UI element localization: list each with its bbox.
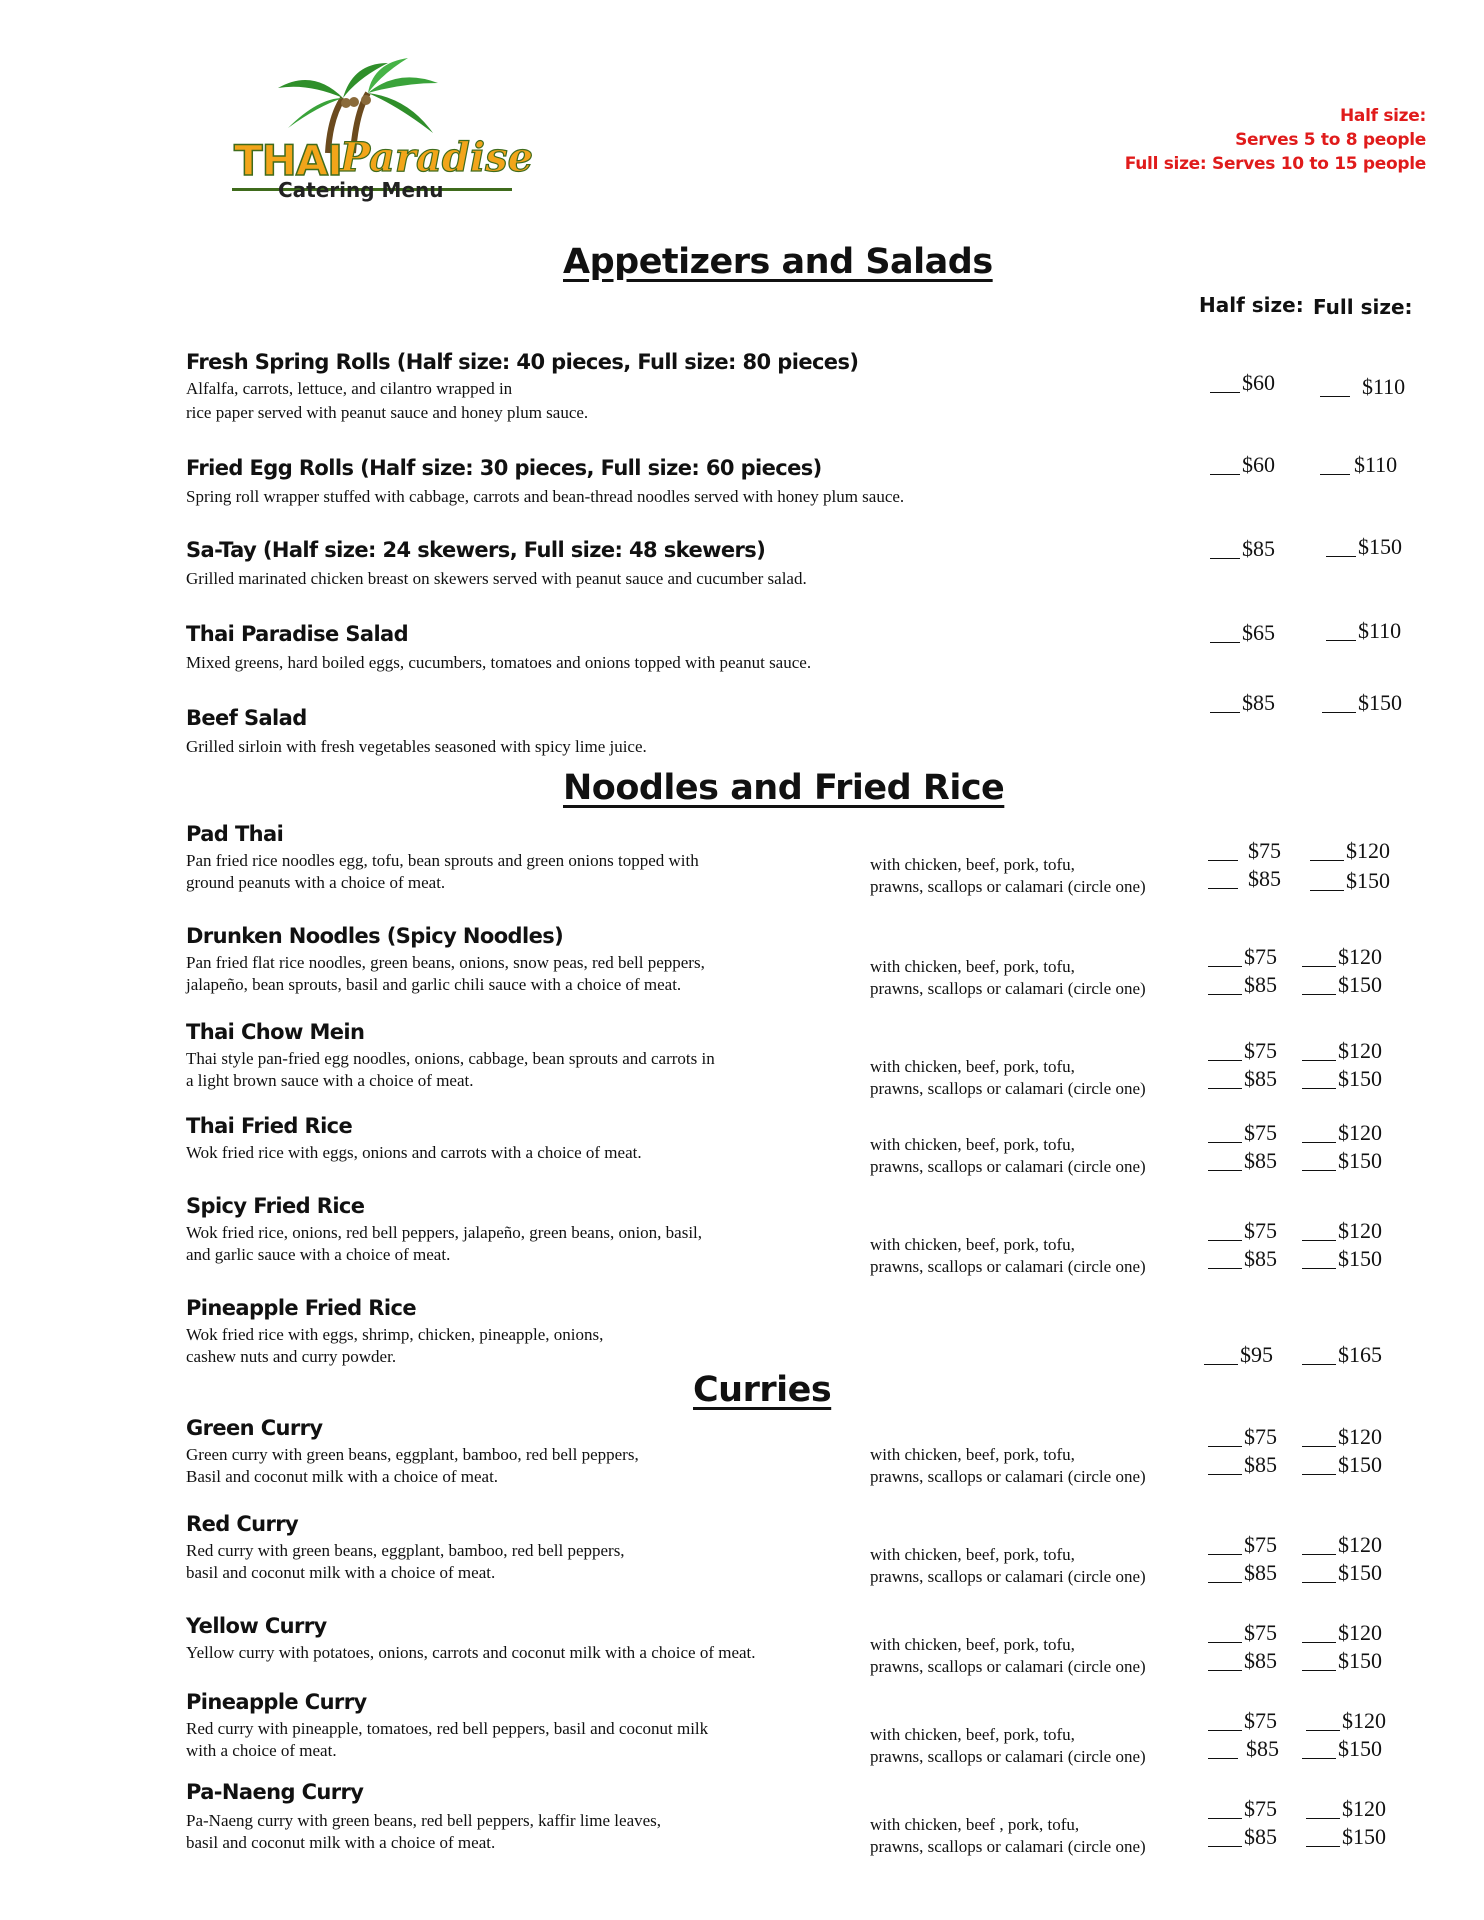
price-full: $120 xyxy=(1302,1120,1382,1146)
item-title: Pad Thai xyxy=(186,822,284,846)
item-description: Pa-Naeng curry with green beans, red bell peppers, kaffir lime leaves, xyxy=(186,1811,662,1830)
price-full: $150 xyxy=(1302,972,1382,998)
price-half: $85 xyxy=(1208,1560,1277,1586)
section-title-appetizers: Appetizers and Salads xyxy=(563,242,993,282)
item-description: Basil and coconut milk with a choice of meat. xyxy=(186,1467,499,1486)
price-half: $85 xyxy=(1208,1452,1277,1478)
price-half: $65 xyxy=(1210,620,1275,646)
meat-choice-text: with chicken, beef, pork, tofu, xyxy=(870,1057,1075,1076)
price-full: $120 xyxy=(1302,1532,1382,1558)
serving-line-2: Serves 5 to 8 people xyxy=(1235,130,1426,150)
price-half: $85 xyxy=(1208,1824,1277,1850)
logo-thai-text: THAI xyxy=(234,136,342,185)
meat-choice-text: with chicken, beef, pork, tofu, xyxy=(870,1135,1075,1154)
item-description: Grilled sirloin with fresh vegetables seasoned with spicy lime juice. xyxy=(186,737,647,756)
meat-choice-text: with chicken, beef, pork, tofu, xyxy=(870,1445,1075,1464)
price-full: $110 xyxy=(1320,452,1397,478)
column-head-full: Full size: xyxy=(1313,295,1413,319)
item-title: Drunken Noodles (Spicy Noodles) xyxy=(186,924,564,948)
price-half: $85 xyxy=(1210,536,1275,562)
meat-choice-text: prawns, scallops or calamari (circle one) xyxy=(870,1257,1146,1276)
price-full: $120 xyxy=(1302,944,1382,970)
price-half: $75 xyxy=(1208,1424,1277,1450)
logo-subtitle: Catering Menu xyxy=(278,178,444,202)
meat-choice-text: prawns, scallops or calamari (circle one) xyxy=(870,1747,1146,1766)
meat-choice-text: prawns, scallops or calamari (circle one) xyxy=(870,1657,1146,1676)
price-full: $150 xyxy=(1302,1246,1382,1272)
item-description: Yellow curry with potatoes, onions, carrots and coconut milk with a choice of meat. xyxy=(186,1643,756,1662)
meat-choice-text: prawns, scallops or calamari (circle one) xyxy=(870,1079,1146,1098)
item-description: Wok fried rice, onions, red bell peppers, jalapeño, green beans, onion, basil, xyxy=(186,1223,703,1242)
price-half: $85 xyxy=(1208,972,1277,998)
item-title: Beef Salad xyxy=(186,706,307,730)
price-half: $60 xyxy=(1210,452,1275,478)
price-full: $150 xyxy=(1302,1648,1382,1674)
price-half: $75 xyxy=(1208,838,1281,864)
meat-choice-text: prawns, scallops or calamari (circle one) xyxy=(870,877,1146,896)
price-full: $150 xyxy=(1306,1824,1386,1850)
price-half: $85 xyxy=(1208,1246,1277,1272)
price-full: $150 xyxy=(1310,868,1390,894)
price-full: $110 xyxy=(1326,618,1401,644)
item-description: Pan fried rice noodles egg, tofu, bean sprouts and green onions topped with xyxy=(186,851,699,870)
item-title: Fried Egg Rolls (Half size: 30 pieces, Full size: 60 pieces) xyxy=(186,456,822,480)
restaurant-logo xyxy=(228,58,534,208)
serving-line-3: Full size: Serves 10 to 15 people xyxy=(1124,154,1426,174)
price-full: $120 xyxy=(1306,1796,1386,1822)
price-full: $150 xyxy=(1322,690,1402,716)
meat-choice-text: with chicken, beef, pork, tofu, xyxy=(870,957,1075,976)
item-title: Spicy Fried Rice xyxy=(186,1194,365,1218)
item-description: Red curry with green beans, eggplant, bamboo, red bell peppers, xyxy=(186,1541,625,1560)
price-full: $150 xyxy=(1302,1066,1382,1092)
item-description: jalapeño, bean sprouts, basil and garlic chili sauce with a choice of meat. xyxy=(186,975,682,994)
item-description: with a choice of meat. xyxy=(186,1741,337,1760)
price-full: $120 xyxy=(1310,838,1390,864)
price-half: $85 xyxy=(1208,1066,1277,1092)
item-description: Spring roll wrapper stuffed with cabbage, carrots and bean-thread noodles served with honey plum sauce. xyxy=(186,487,905,506)
price-half: $60 xyxy=(1210,370,1275,396)
price-half: $85 xyxy=(1208,1148,1277,1174)
item-description: basil and coconut milk with a choice of meat. xyxy=(186,1833,496,1852)
item-description: Red curry with pineapple, tomatoes, red bell peppers, basil and coconut milk xyxy=(186,1719,709,1738)
price-full: $110 xyxy=(1320,374,1405,400)
item-description: ground peanuts with a choice of meat. xyxy=(186,873,446,892)
price-half: $75 xyxy=(1208,1532,1277,1558)
meat-choice-text: with chicken, beef, pork, tofu, xyxy=(870,1635,1075,1654)
item-description: cashew nuts and curry powder. xyxy=(186,1347,397,1366)
meat-choice-text: with chicken, beef, pork, tofu, xyxy=(870,1725,1075,1744)
meat-choice-text: with chicken, beef, pork, tofu, xyxy=(870,1545,1075,1564)
meat-choice-text: prawns, scallops or calamari (circle one) xyxy=(870,1567,1146,1586)
item-title: Thai Paradise Salad xyxy=(186,622,409,646)
item-description: Grilled marinated chicken breast on skewers served with peanut sauce and cucumber salad. xyxy=(186,569,807,588)
item-title: Thai Fried Rice xyxy=(186,1114,353,1138)
item-description: Wok fried rice with eggs, shrimp, chicken, pineapple, onions, xyxy=(186,1325,604,1344)
section-title-noodles: Noodles and Fried Rice xyxy=(563,768,1005,808)
price-full: $120 xyxy=(1306,1708,1386,1734)
meat-choice-text: prawns, scallops or calamari (circle one) xyxy=(870,1837,1146,1856)
item-description: and garlic sauce with a choice of meat. xyxy=(186,1245,451,1264)
meat-choice-text: prawns, scallops or calamari (circle one) xyxy=(870,979,1146,998)
price-full: $150 xyxy=(1302,1736,1382,1762)
item-description: rice paper served with peanut sauce and honey plum sauce. xyxy=(186,403,589,422)
meat-choice-text: prawns, scallops or calamari (circle one) xyxy=(870,1467,1146,1486)
item-description: basil and coconut milk with a choice of meat. xyxy=(186,1563,496,1582)
item-title: Sa-Tay (Half size: 24 skewers, Full size: 48 skewers) xyxy=(186,538,766,562)
price-half: $75 xyxy=(1208,1708,1277,1734)
item-description: a light brown sauce with a choice of meat. xyxy=(186,1071,474,1090)
item-description: Thai style pan-fried egg noodles, onions, cabbage, bean sprouts and carrots in xyxy=(186,1049,715,1068)
price-full: $150 xyxy=(1302,1560,1382,1586)
logo-paradise-text: Paradise xyxy=(340,134,534,181)
item-description: Pan fried flat rice noodles, green beans, onions, snow peas, red bell peppers, xyxy=(186,953,705,972)
section-title-curries: Curries xyxy=(693,1370,832,1410)
price-half: $75 xyxy=(1208,1120,1277,1146)
item-description: Green curry with green beans, eggplant, bamboo, red bell peppers, xyxy=(186,1445,639,1464)
serving-size-info xyxy=(1125,104,1426,176)
price-half: $75 xyxy=(1208,1038,1277,1064)
price-half: $75 xyxy=(1208,1796,1277,1822)
price-full: $150 xyxy=(1302,1148,1382,1174)
price-full: $150 xyxy=(1326,534,1402,560)
serving-line-1: Half size: xyxy=(1339,106,1426,126)
meat-choice-text: with chicken, beef, pork, tofu, xyxy=(870,855,1075,874)
price-full: $120 xyxy=(1302,1424,1382,1450)
meat-choice-text: prawns, scallops or calamari (circle one) xyxy=(870,1157,1146,1176)
price-full: $165 xyxy=(1302,1342,1382,1368)
meat-choice-text: with chicken, beef, pork, tofu, xyxy=(870,1235,1075,1254)
price-full: $120 xyxy=(1302,1620,1382,1646)
item-title: Pineapple Curry xyxy=(186,1690,367,1714)
price-half: $75 xyxy=(1208,944,1277,970)
item-title: Thai Chow Mein xyxy=(186,1020,365,1044)
item-title: Yellow Curry xyxy=(186,1614,327,1638)
price-half: $95 xyxy=(1204,1342,1273,1368)
price-full: $120 xyxy=(1302,1038,1382,1064)
item-description: Alfalfa, carrots, lettuce, and cilantro wrapped in xyxy=(186,379,513,398)
price-half: $85 xyxy=(1208,1736,1279,1762)
item-title: Pineapple Fried Rice xyxy=(186,1296,416,1320)
price-half: $85 xyxy=(1210,690,1275,716)
price-half: $75 xyxy=(1208,1218,1277,1244)
item-title: Red Curry xyxy=(186,1512,299,1536)
price-full: $120 xyxy=(1302,1218,1382,1244)
item-title: Green Curry xyxy=(186,1416,323,1440)
price-half: $85 xyxy=(1208,866,1281,892)
item-description: Mixed greens, hard boiled eggs, cucumbers, tomatoes and onions topped with peanut sauce. xyxy=(186,653,812,672)
price-half: $85 xyxy=(1208,1648,1277,1674)
item-title: Fresh Spring Rolls (Half size: 40 pieces, Full size: 80 pieces) xyxy=(186,350,859,374)
price-half: $75 xyxy=(1208,1620,1277,1646)
price-full: $150 xyxy=(1302,1452,1382,1478)
item-description: Wok fried rice with eggs, onions and carrots with a choice of meat. xyxy=(186,1143,642,1162)
meat-choice-text: with chicken, beef , pork, tofu, xyxy=(870,1815,1080,1834)
item-title: Pa-Naeng Curry xyxy=(186,1780,364,1804)
column-head-half: Half size: xyxy=(1199,293,1304,317)
